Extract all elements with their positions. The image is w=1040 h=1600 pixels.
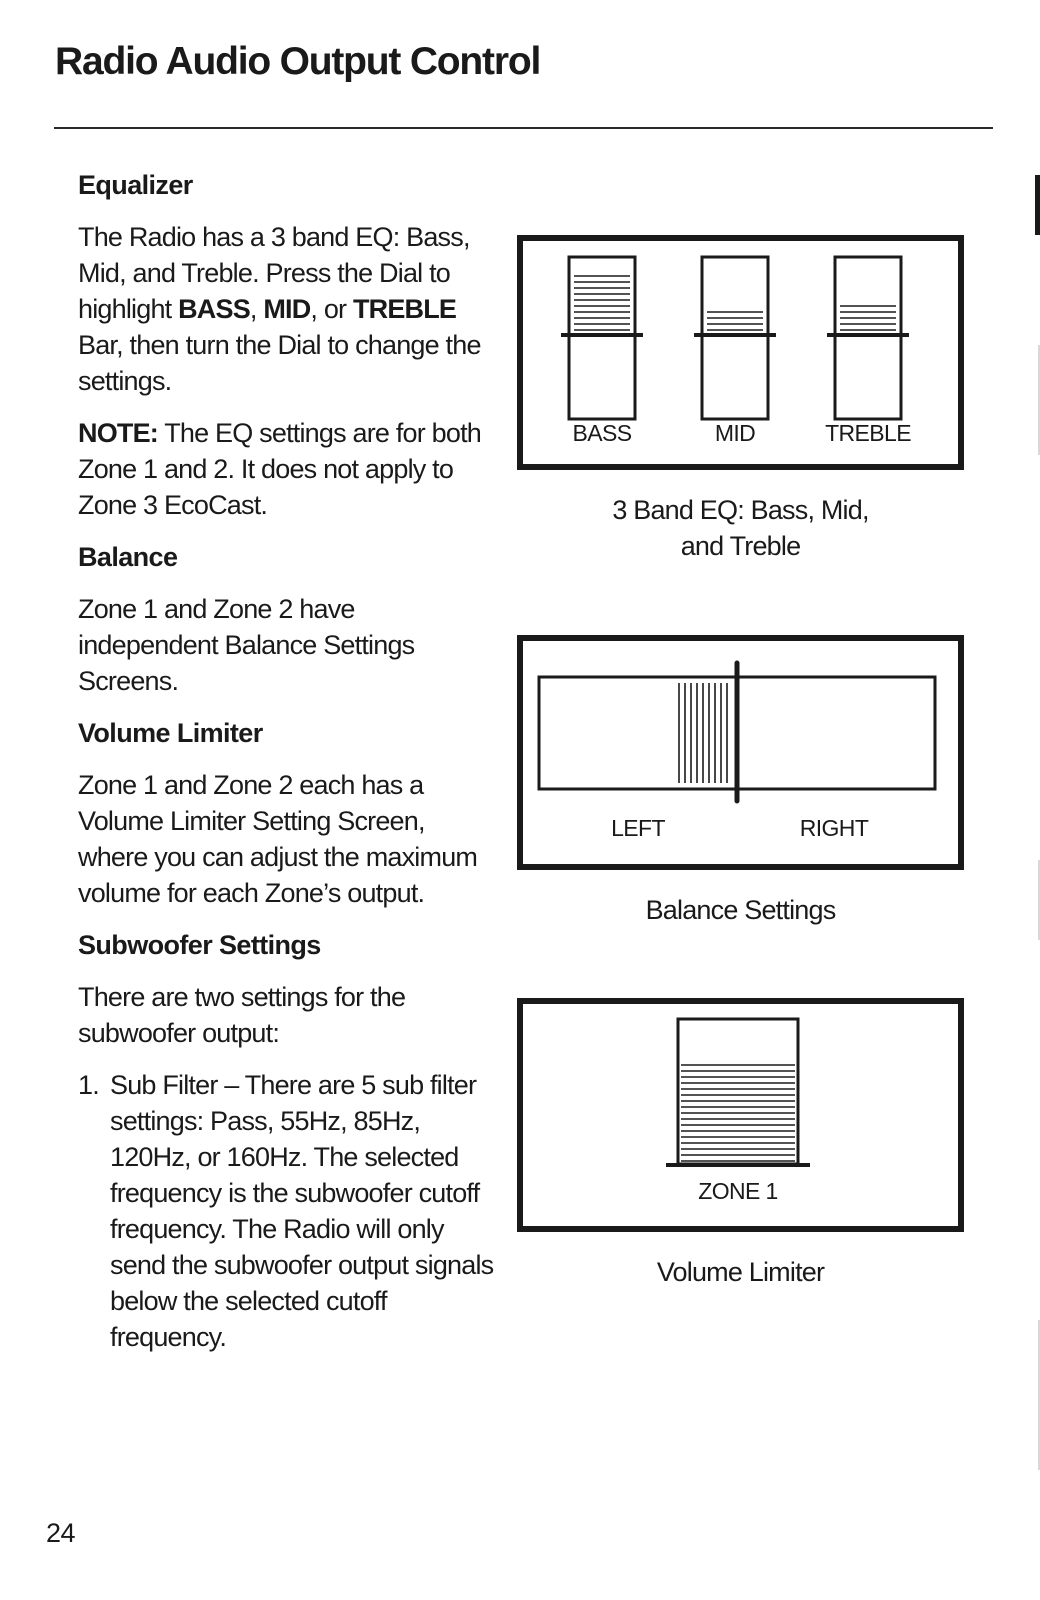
note-text: The EQ settings are for both Zone 1 and 2. It does not apply to Zone 3 EcoCast. — [78, 418, 481, 520]
eq-figure — [517, 235, 964, 564]
volume-figure — [517, 998, 964, 1290]
page-edge-tab — [1035, 175, 1040, 235]
eq-diagram — [523, 241, 958, 464]
page-number: 24 — [46, 1518, 76, 1548]
balance-paragraph: Zone 1 and Zone 2 have independent Balance Settings Screens. — [78, 594, 415, 696]
list-item — [78, 1067, 498, 1355]
volume-limiter-heading: Volume Limiter — [78, 718, 263, 748]
eq-caption-line: and Treble — [680, 531, 801, 561]
subwoofer-paragraph: There are two settings for the subwoofer output: — [78, 982, 406, 1048]
list-item-number: 1. — [78, 1070, 99, 1100]
balance-diagram — [523, 641, 958, 864]
balance-right-label: RIGHT — [799, 815, 869, 841]
equalizer-text: Bar, then turn the Dial to change the settings. — [78, 330, 481, 396]
bass-keyword: BASS — [178, 294, 250, 324]
eq-caption — [517, 492, 964, 564]
balance-left-label: LEFT — [611, 815, 665, 841]
separator: , or — [310, 294, 353, 324]
equalizer-note — [78, 415, 498, 523]
list-item-text: Sub Filter – There are 5 sub filter settings: Pass, 55Hz, 85Hz, 120Hz, or 160Hz. The selected frequency is the subwoofer cutoff frequency. The Radio will only send the subwoofer output signals below the selected cutoff frequency. — [110, 1070, 494, 1352]
eq-bar-treble — [835, 257, 901, 419]
balance-figure-frame — [517, 635, 964, 870]
balance-figure — [517, 635, 964, 928]
page-title: Radio Audio Output Control — [55, 40, 541, 83]
volume-diagram — [523, 1004, 958, 1226]
balance-caption: Balance Settings — [645, 895, 836, 925]
header-divider — [54, 127, 993, 129]
mid-keyword: MID — [263, 294, 311, 324]
eq-figure-frame — [517, 235, 964, 470]
body-text-column — [78, 167, 498, 1355]
volume-caption: Volume Limiter — [656, 1257, 825, 1287]
separator: , — [249, 294, 264, 324]
balance-heading: Balance — [78, 542, 178, 572]
note-label: NOTE: — [78, 418, 158, 448]
volume-figure-frame — [517, 998, 964, 1232]
eq-caption-line: 3 Band EQ: Bass, Mid, — [612, 495, 869, 525]
eq-bar-label: BASS — [572, 420, 632, 446]
equalizer-text: The Radio has a 3 band EQ: Bass, Mid, and Treble. Press the Dial to highlight — [78, 222, 470, 324]
treble-keyword: TREBLE — [352, 294, 457, 324]
subwoofer-list — [78, 1067, 498, 1355]
volume-limiter-paragraph: Zone 1 and Zone 2 each has a Volume Limiter Setting Screen, where you can adjust the maximum volume for each Zone’s output. — [78, 770, 478, 908]
eq-bar-label: TREBLE — [825, 420, 911, 446]
eq-bar-label: MID — [714, 420, 756, 446]
equalizer-heading: Equalizer — [78, 170, 193, 200]
subwoofer-heading: Subwoofer Settings — [78, 930, 321, 960]
eq-bar-mid — [702, 257, 768, 419]
volume-zone-label: ZONE 1 — [698, 1178, 778, 1204]
equalizer-paragraph — [78, 219, 498, 399]
